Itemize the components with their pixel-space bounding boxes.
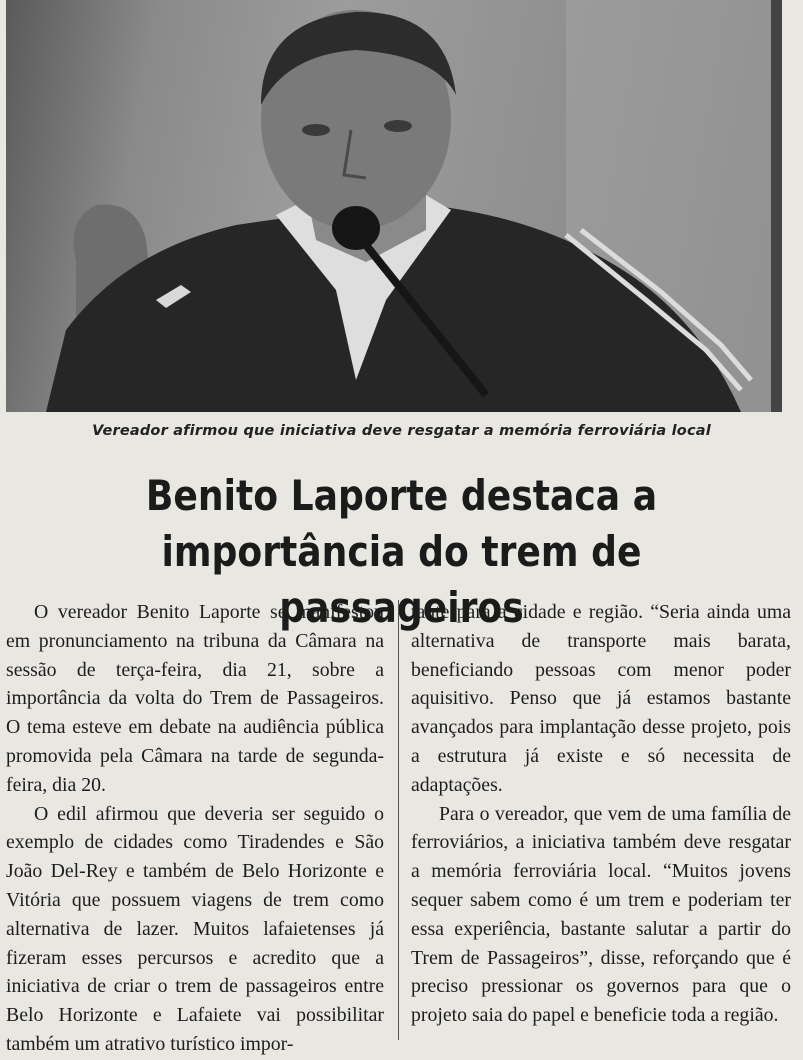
photo-caption: Vereador afirmou que iniciativa deve resgatar a memória ferroviária local: [92, 423, 711, 439]
paragraph-2: O edil afirmou que deveria ser seguido o exemplo de cidades como Tiradendes e São João Del-Rey e também de Belo Horizonte e Vitória que possuem viagens de trem como alternativa de lazer. Muitos lafaietenses já fizeram esses percursos e acredito que a iniciativa de criar o trem de passageiros entre Belo Horizonte e Lafaiete vai possibilitar também um atrativo turístico impor-: [6, 802, 384, 1055]
paragraph-1: O vereador Benito Laporte se manifestou em pronunciamento na tribuna da Câmara na sessão de terça-feira, dia 21, sobre a importância da volta do Trem de Passageiros. O tema esteve em debate na audiência pública promovida pela Câmara na tarde de segunda-feira, dia 20.: [6, 601, 384, 796]
paragraph-2-continued: tante para a cidade e região. “Seria ainda uma alternativa de transporte mais barata, beneficiando pessoas com menor poder aquisitivo. Penso que já estamos bastante avançados para implantação desse projeto, pois a estrutura já existe e só necessita de adaptações.: [411, 601, 791, 796]
speaker-photo-illustration: [6, 0, 782, 412]
column-divider: [398, 600, 399, 1040]
paragraph-3: Para o vereador, que vem de uma família de ferroviários, a iniciativa também deve resgatar a memória ferroviária local. “Muitos jovens sequer sabem como é um trem e poderiam ter essa experiência, bastante salutar a partir do Trem de Passageiros”, disse, reforçando que é preciso pressionar os governos para que o projeto saia do papel e beneficie toda a região.: [411, 802, 791, 1027]
article-column-2: [411, 598, 791, 1030]
article-photo: [6, 0, 782, 412]
article-column-1: [6, 598, 384, 1059]
headline-line-1: Benito Laporte destaca a: [145, 471, 658, 520]
headline-line-2: importância do trem de passageiros: [161, 527, 642, 632]
